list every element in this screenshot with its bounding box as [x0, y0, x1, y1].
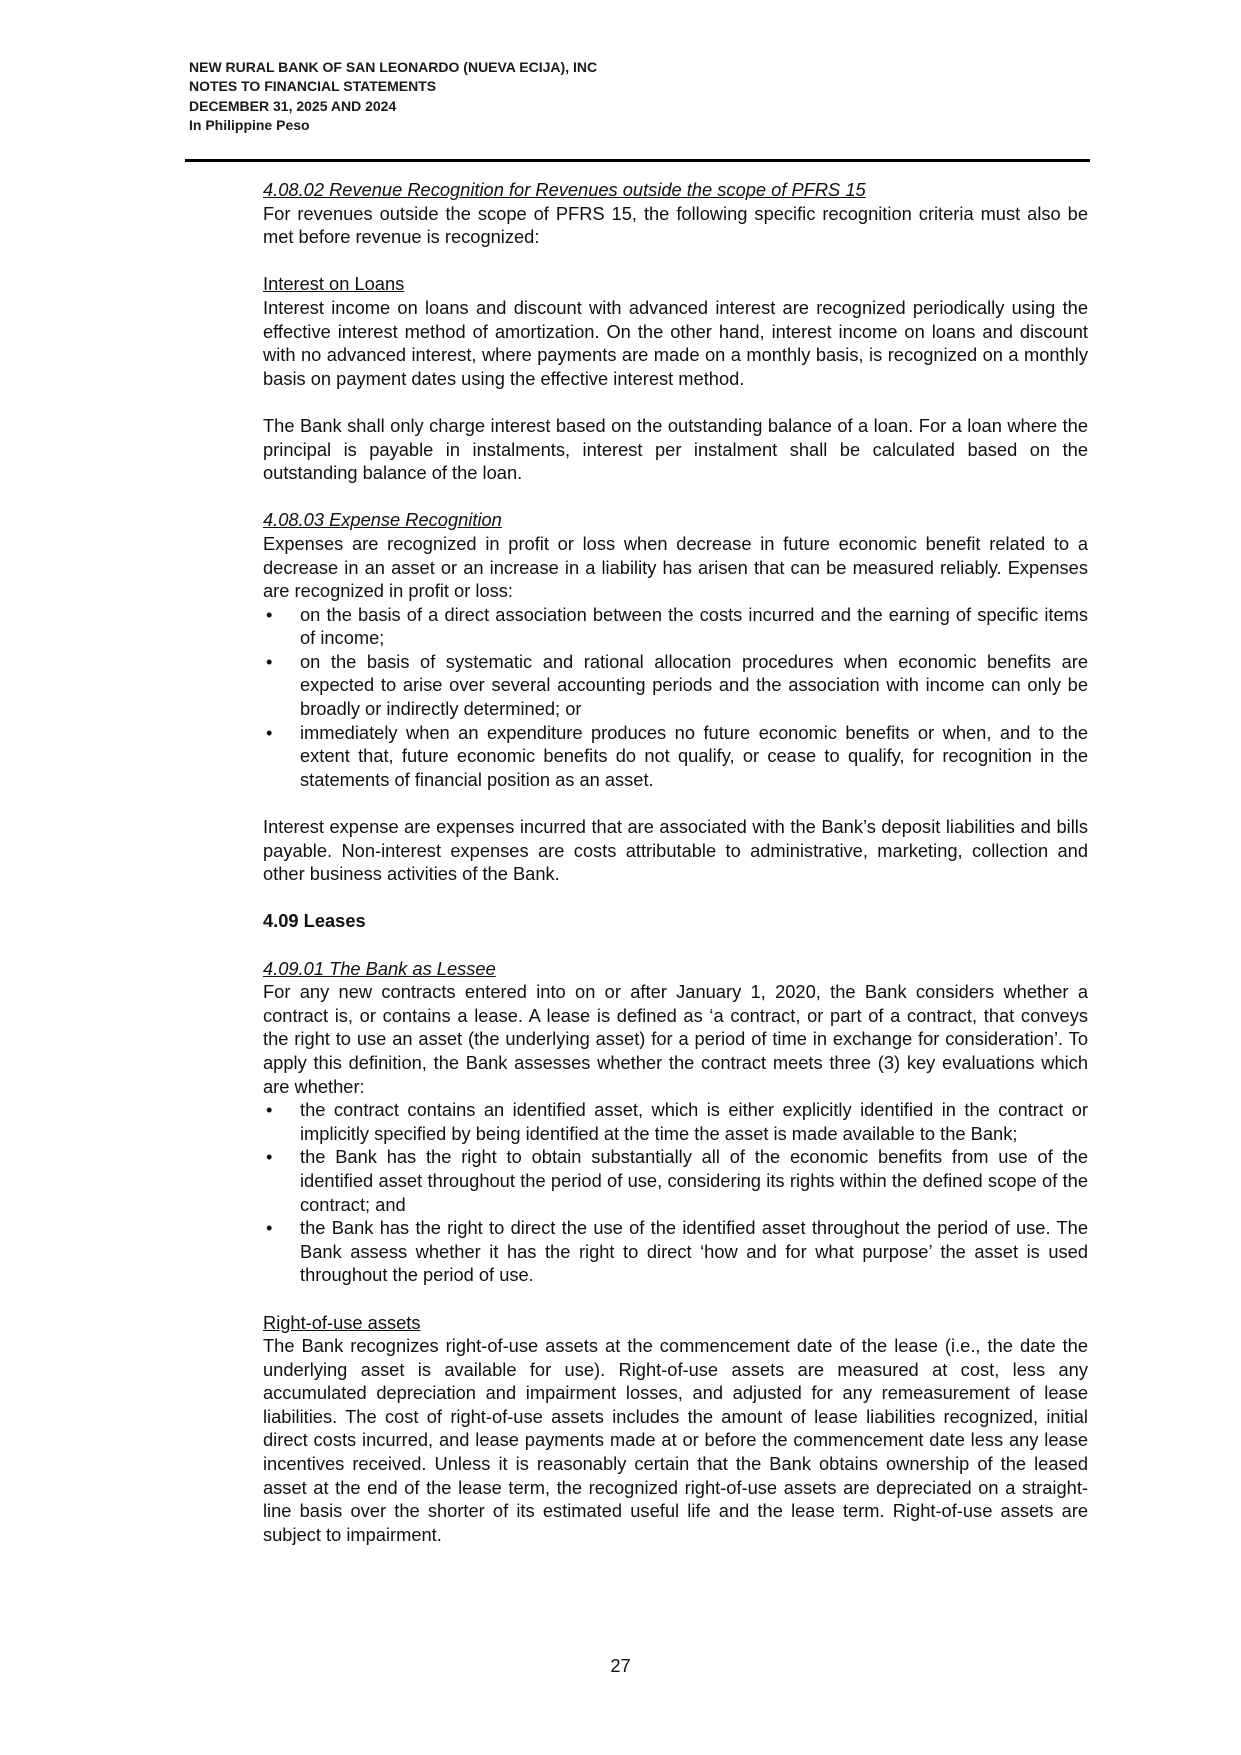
bullet-list-expense	[263, 603, 1088, 792]
bullet-icon: •	[266, 650, 273, 672]
list-item: • the contract contains an identified asset, which is either explicitly identified in the contract or implicitly specified by being identified at the time the asset is made available to the Bank;	[266, 1099, 1088, 1144]
list-item: • the Bank has the right to obtain substantially all of the economic benefits from use of the identified asset throughout the period of use, considering its rights within the defined scope of the contract; and	[266, 1146, 1088, 1215]
document-header	[189, 58, 1089, 136]
list-item: • on the basis of systematic and rational allocation procedures when economic benefits are expected to arise over several accounting periods and the association with income can only be broadly or indirectly determined; or	[266, 650, 1088, 720]
bullet-icon: •	[266, 721, 273, 743]
statement-date: DECEMBER 31, 2025 AND 2024	[189, 97, 397, 114]
paragraph: For revenues outside the scope of PFRS 15, the following specific recognition criteria must also be met before revenue is recognized:	[263, 202, 1088, 248]
list-item: • immediately when an expenditure produces no future economic benefits or when, and to the extent that, future economic benefits do not qualify, or cease to qualify, for recognition in the statements of financial position as an asset.	[266, 721, 1088, 790]
paragraph: For any new contracts entered into on or after January 1, 2020, the Bank considers whether a contract is, or contains a lease. A lease is defined as ‘a contract, or part of a contract, that conveys the right to use an asset (the underlying asset) for a period of time in exchange for consideration’. To apply this definition, the Bank assesses whether the contract meets three (3) key evaluations which are whether:	[263, 981, 1088, 1097]
paragraph: The Bank recognizes right-of-use assets at the commencement date of the lease (i.e., the date the underlying asset is available for use). Right-of-use assets are measured at cost, less any accumulated depreciation and impairment losses, and adjusted for any remeasurement of lease liabilities. The cost of right-of-use assets includes the amount of lease liabilities recognized, initial direct costs incurred, and lease payments made at or before the commencement date less any lease incentives received. Unless it is reasonably certain that the Bank obtains ownership of the leased asset at the end of the lease term, the recognized right-of-use assets are depreciated on a straight-line basis over the shorter of its estimated useful life and the lease term. Right-of-use assets are subject to impairment.	[263, 1335, 1088, 1545]
bullet-icon: •	[266, 603, 273, 625]
bullet-icon: •	[266, 1217, 273, 1239]
bullet-icon: •	[266, 1099, 273, 1121]
section-heading-4-08-03: 4.08.03 Expense Recognition	[263, 509, 502, 531]
paragraph: Expenses are recognized in profit or loss when decrease in future economic benefit related to a decrease in an asset or an increase in a liability has arisen that can be measured reliably. Expenses are recognized in profit or loss:	[263, 532, 1088, 602]
section-heading-4-09: 4.09 Leases	[263, 910, 366, 932]
bullet-list-lease	[263, 1098, 1088, 1287]
subheading-right-of-use-assets: Right-of-use assets	[263, 1311, 421, 1333]
paragraph: The Bank shall only charge interest based on the outstanding balance of a loan. For a loan where the principal is payable in instalments, interest per instalment shall be calculated based on the outstanding balance of the loan.	[263, 414, 1088, 484]
paragraph: Interest expense are expenses incurred that are associated with the Bank’s deposit liabilities and bills payable. Non-interest expenses are costs attributable to administrative, marketing, collection and other business activities of the Bank.	[263, 816, 1088, 885]
document-body	[263, 178, 1088, 1546]
currency-note: In Philippine Peso	[189, 117, 310, 134]
document-title: NOTES TO FINANCIAL STATEMENTS	[189, 78, 437, 95]
section-heading-4-08-02: 4.08.02 Revenue Recognition for Revenues outside the scope of PFRS 15	[263, 179, 866, 200]
list-item: • on the basis of a direct association between the costs incurred and the earning of specific items of income;	[266, 603, 1088, 649]
subheading-interest-on-loans: Interest on Loans	[263, 273, 405, 295]
company-name: NEW RURAL BANK OF SAN LEONARDO (NUEVA ECIJA), INC	[189, 59, 598, 75]
page-number: 27	[610, 1655, 631, 1676]
paragraph: Interest income on loans and discount with advanced interest are recognized periodically using the effective interest method of amortization. On the other hand, interest income on loans and discount with no advanced interest, where payments are made on a monthly basis, is recognized on a monthly basis on payment dates using the effective interest method.	[263, 296, 1088, 389]
bullet-icon: •	[266, 1146, 273, 1168]
section-heading-4-09-01: 4.09.01 The Bank as Lessee	[263, 957, 496, 979]
list-item: • the Bank has the right to direct the use of the identified asset throughout the period of use. The Bank assess whether it has the right to direct ‘how and for what purpose’ the asset is used throughout the period of use.	[266, 1217, 1088, 1286]
header-divider	[185, 159, 1090, 162]
